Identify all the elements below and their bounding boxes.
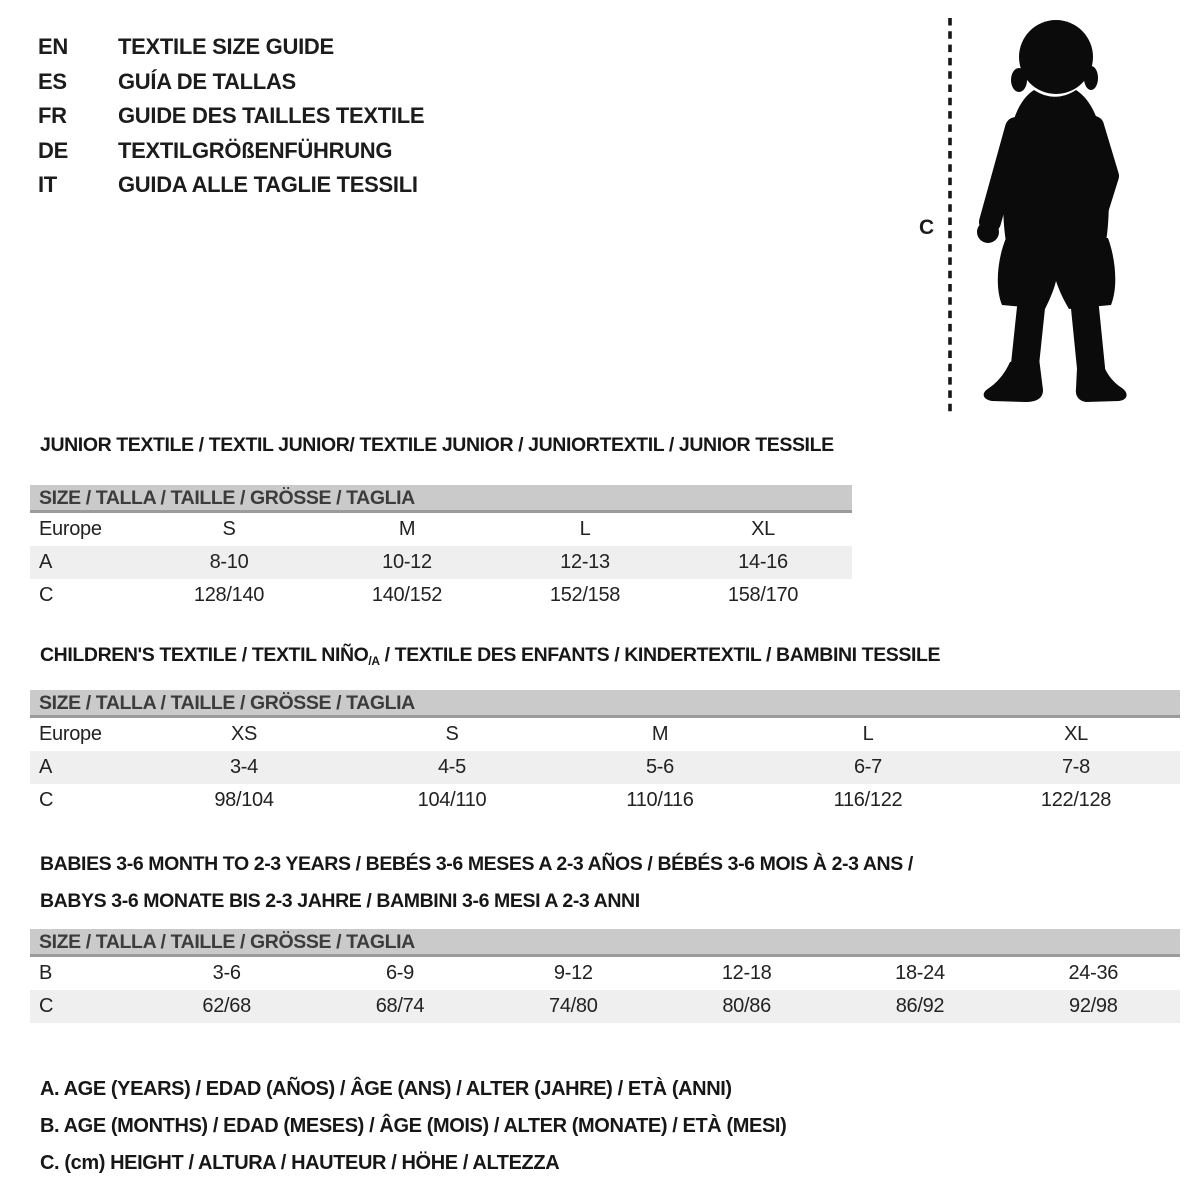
age-cell: 7-8 (1061, 756, 1090, 778)
lang-row-en (38, 30, 424, 65)
measure-legend (40, 1071, 786, 1182)
table-row (30, 513, 852, 546)
junior-size-table (30, 485, 852, 612)
months-cell: 24-36 (1068, 962, 1119, 984)
measure-c-label: C (919, 216, 935, 239)
size-cell: L (579, 518, 591, 540)
babies-heading-line1: BABIES 3-6 MONTH TO 2-3 YEARS / BEBÉS 3-6 MESES A 2-3 AÑOS / BÉBÉS 3-6 MOIS À 2-3 ANS / (40, 853, 913, 875)
babies-size-header: SIZE / TALLA / TAILLE / GRÖSSE / TAGLIA (30, 929, 1180, 957)
row-label: Europe (39, 723, 102, 745)
row-label: B (39, 962, 53, 984)
row-label: A (39, 551, 53, 573)
row-label: Europe (39, 518, 102, 540)
height-cell: 110/116 (626, 789, 694, 811)
language-title-list (38, 30, 424, 203)
height-cell: 62/68 (202, 995, 251, 1017)
age-cell: 3-4 (229, 756, 258, 778)
size-cell: L (862, 723, 874, 745)
height-cell: 74/80 (549, 995, 598, 1017)
size-cell: M (651, 723, 669, 745)
lang-code-it: IT (38, 172, 57, 198)
children-size-header: SIZE / TALLA / TAILLE / GRÖSSE / TAGLIA (30, 690, 1180, 718)
table-row (30, 957, 1180, 990)
row-label: C (39, 789, 54, 811)
row-label: A (39, 756, 53, 778)
age-cell: 8-10 (209, 551, 249, 573)
height-cell: 128/140 (193, 584, 265, 606)
size-cell: S (445, 723, 459, 745)
babies-size-table (30, 929, 1180, 1023)
toddler-silhouette-icon (930, 0, 1145, 420)
height-cell: 158/170 (727, 584, 799, 606)
children-heading-text: / TEXTILE DES ENFANTS / KINDERTEXTIL / BAMBINI TESSILE (379, 644, 941, 666)
height-cell: 80/86 (722, 995, 771, 1017)
table-row (30, 784, 1180, 817)
legend-line-c: C. (cm) HEIGHT / ALTURA / HAUTEUR / HÖHE / ALTEZZA (40, 1152, 560, 1174)
age-cell: 12-13 (560, 551, 610, 573)
size-cell: XL (1064, 723, 1088, 745)
table-row (30, 751, 1180, 784)
babies-heading-line2: BABYS 3-6 MONATE BIS 2-3 JAHRE / BAMBINI 3-6 MESI A 2-3 ANNI (40, 890, 640, 912)
age-cell: 10-12 (382, 551, 432, 573)
lang-row-es (38, 65, 424, 100)
size-cell: M (398, 518, 416, 540)
lang-label-fr: GUIDE DES TAILLES TEXTILE (118, 103, 425, 129)
height-cell: 86/92 (895, 995, 945, 1017)
lang-label-es: GUÍA DE TALLAS (118, 68, 296, 94)
height-cell: 122/128 (1040, 789, 1112, 811)
months-cell: 9-12 (553, 962, 593, 984)
legend-line-a: A. AGE (YEARS) / EDAD (AÑOS) / ÂGE (ANS) / ALTER (JAHRE) / ETÀ (ANNI) (40, 1078, 732, 1100)
babies-section-heading (40, 846, 913, 920)
row-label: C (39, 584, 54, 606)
table-row (30, 990, 1180, 1023)
table-row (30, 718, 1180, 751)
lang-label-en: TEXTILE SIZE GUIDE (118, 34, 334, 60)
lang-code-de: DE (38, 137, 68, 163)
age-cell: 14-16 (738, 551, 788, 573)
size-cell: XL (751, 518, 775, 540)
lang-code-es: ES (38, 68, 67, 94)
lang-label-it: GUIDA ALLE TAGLIE TESSILI (118, 172, 418, 198)
height-cell: 98/104 (214, 789, 274, 811)
months-cell: 18-24 (895, 962, 945, 984)
height-cell: 68/74 (375, 995, 425, 1017)
age-cell: 6-7 (853, 756, 882, 778)
lang-row-it (38, 168, 424, 203)
height-cell: 116/122 (833, 789, 903, 811)
children-section-heading (40, 644, 940, 668)
table-row (30, 546, 852, 579)
height-cell: 104/110 (417, 789, 487, 811)
lang-code-en: EN (38, 34, 68, 60)
junior-size-header: SIZE / TALLA / TAILLE / GRÖSSE / TAGLIA (30, 485, 852, 513)
row-label: C (39, 995, 54, 1017)
lang-code-fr: FR (38, 103, 67, 129)
age-cell: 5-6 (645, 756, 674, 778)
size-cell: XS (230, 723, 258, 745)
lang-row-de (38, 134, 424, 169)
lang-row-fr (38, 99, 424, 134)
height-cell: 140/152 (371, 584, 443, 606)
junior-section-heading: JUNIOR TEXTILE / TEXTIL JUNIOR/ TEXTILE JUNIOR / JUNIORTEXTIL / JUNIOR TESSILE (40, 434, 834, 456)
table-row (30, 579, 852, 612)
children-size-table (30, 690, 1180, 817)
children-heading-subscript: /A (368, 654, 380, 668)
months-cell: 3-6 (212, 962, 241, 984)
height-cell: 92/98 (1069, 995, 1118, 1017)
months-cell: 12-18 (721, 962, 772, 984)
size-cell: S (222, 518, 236, 540)
toddler-silhouette-shape (977, 20, 1127, 402)
legend-line-b: B. AGE (MONTHS) / EDAD (MESES) / ÂGE (MOIS) / ALTER (MONATE) / ETÀ (MESI) (40, 1115, 787, 1137)
children-heading-text: CHILDREN'S TEXTILE / TEXTIL NIÑO (40, 644, 369, 666)
months-cell: 6-9 (385, 962, 414, 984)
age-cell: 4-5 (437, 756, 466, 778)
height-cell: 152/158 (549, 584, 621, 606)
lang-label-de: TEXTILGRÖßENFÜHRUNG (118, 137, 393, 163)
